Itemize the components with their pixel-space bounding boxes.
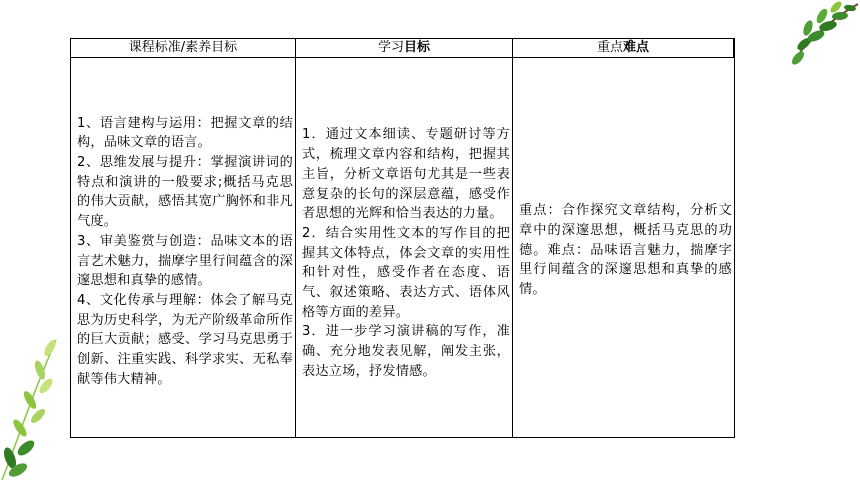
header-objectives — [296, 39, 513, 58]
key-points-text: 重点：合作探究文章结构，分析文章中的深邃思想，概括马克思的功德。难点：品味语言魅力，揣摩字里行间蕴含的深邃思想和真挚的感情。 — [519, 203, 732, 298]
objectives-cell — [296, 58, 513, 437]
leaf-branch-icon — [780, 0, 860, 70]
header-standards-label: 课程标准/素养目标 — [128, 40, 238, 55]
objectives-text — [302, 125, 510, 381]
header-key-points — [513, 39, 734, 58]
goals-table — [70, 38, 735, 438]
standard-item: 4、文化传承与理解：体会了解马克思为历史科学，为无产阶级革命所作的巨大贡献；感受、学习马克思勇于创新、注重实践、科学求实、无私奉献等伟大精神。 — [77, 292, 293, 387]
objective-item: 1．通过文本细读、专题研讨等方式，梳理文章内容和结构，把握其主旨，分析文章语句尤其是一些表意复杂的长句的深层意蕴，感受作者思想的光辉和恰当表达的力量。 — [302, 127, 510, 222]
standards-cell — [71, 58, 296, 437]
leaf-sprig-icon — [0, 330, 60, 484]
header-objectives-label-b: 目标 — [404, 40, 431, 55]
objective-item: 2．结合实用性文本的写作目的把握其文体特点，体会文章的实用性和针对性，感受作者在态度、语气、叙述策略、表达方式、语体风格等方面的差异。 — [302, 225, 510, 320]
header-standards — [71, 39, 296, 58]
standard-item: 1、语言建构与运用：把握文章的结构，品味文章的语言。 — [77, 115, 293, 151]
header-objectives-label-a: 学习 — [377, 40, 404, 55]
objective-item: 3．进一步学习演讲稿的写作，准确、充分地发表见解，阐发主张，表达立场，抒发情感。 — [302, 324, 510, 379]
header-key-points-label-b: 难点 — [623, 40, 650, 55]
standards-text — [77, 114, 293, 390]
header-key-points-label-a: 重点 — [596, 40, 623, 55]
standard-item: 2、思维发展与提升：掌握演讲词的特点和演讲的一般要求;概括马克思的伟大贡献，感悟其宽广胸怀和非凡气度。 — [77, 154, 293, 230]
key-points-cell — [513, 58, 734, 437]
standard-item: 3、审美鉴赏与创造：品味文本的语言艺术魅力，揣摩字里行间蕴含的深邃思想和真挚的感情。 — [77, 233, 293, 289]
